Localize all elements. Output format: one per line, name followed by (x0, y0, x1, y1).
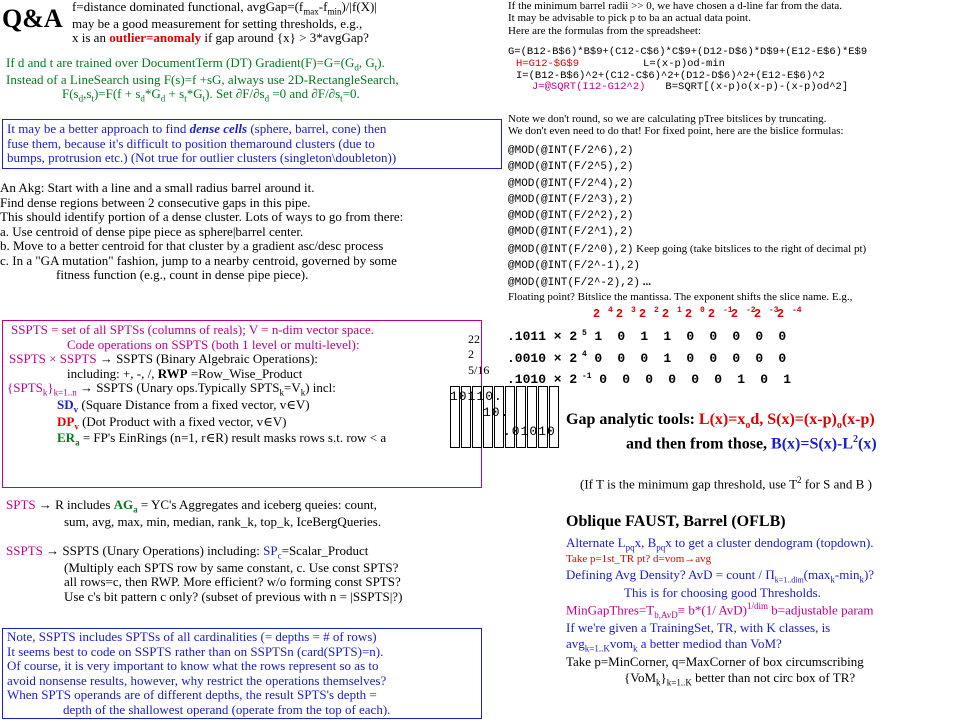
side-number-2: 2 (468, 347, 474, 361)
fp-row: .0010 × 2 $^4$ 0 0 0 1 0 0 0 0 0 (507, 350, 787, 366)
floating-point-note: Floating point? Bitslice the mantissa. The exponent shifts the slice name. E.g., (508, 291, 853, 303)
barrel-notes: If the minimum barrel radii >> 0, we have chosen a d-line far from the data. It may be advisable to pick p to ba an actual data point. Here are the formulas from the spreadsheet: (508, 0, 843, 37)
page-title: Q&A (2, 4, 63, 33)
strip-bits-row1: 10110. (450, 389, 503, 404)
side-number-22: 22 (468, 332, 480, 346)
gap-tools-heading: Gap analytic tools: $L(x)=x_od$, $S(x)=(x-p)_o(x-p)$ and then from those, $B(x)=S(x)-L^2(x)$ (566, 411, 877, 453)
oblique-title: Oblique FAUST, Barrel (OFLB) (566, 513, 786, 530)
aggregates-text: SPTS → R includes $AG_a = YC's$ Aggregates and iceberg queies: count, sum, avg, max, min, median, rank_k, top_k, IceBergQueries. (6, 497, 382, 529)
mod-formulas: @MOD(@INT(F/2^6),2) @MOD(@INT(F/2^5),2) @MOD(@INT(F/2^4),2) @MOD(@INT(F/2^3),2) @MOD(@INT(F/2^2),2) @MOD(@INT(F/2^1),2) @MOD(@INT(F/2^0),2) Keep going (take bitslices to the right of decimal pt) @MOD(@INT(F/2^-1),2) @MOD(@INT(F/2^-2),2) ... (508, 145, 867, 290)
side-number-5-16: 5/16 (468, 363, 490, 377)
outlier-term: outlier=anomaly (109, 30, 202, 46)
algorithm-steps: An Akg: Start with a line and a small radius barrel around it. Find dense regions between 2 consecutive gaps in this pipe. This should identify portion of a dense cluster. Lots of ways to go from there: a. Use centroid of dense pipe piece as sphere|barrel center. b. Move to a better centroid for that cluster by a gradient asc/desc process c. In a "GA mutation" fashion, jump to a nearby centroid, governed by some fitness function (e.g., count in dense pipe piece). (0, 180, 404, 283)
spreadsheet-formulas: G=(B12-B$6)*B$9+(C12-C$6)*C$9+(D12-D$6)*D$9+(E12-E$6)*E$9 H=G12-$G$9 L=(x-p)od-min I=(B12-B$6)^2+(C12-C$6)^2+(D12-D$6)^2+(E12-E$6)^2 J=@SQRT(I12-G12^2) B=SQRT[(x-p)o(x-p)-(x-p)od^2] (508, 46, 868, 94)
gradient-note: If d and t are trained over DocumentTerm (DT) $Gradient(F)=G=(G_d$, $G_t$). Instead of a LineSearch using F(s)=f +sG, always use 2D-RectangleSearch, $F(s_d,s_t)=F(f + s_d*G_d + s_t*G_t)$. Set $\partial F/\partial s_d =0$ and $\partial F/\partial s_t=0$. (6, 55, 399, 104)
note-box: Note, SSPTS includes SPTSs of all cardinalities (= depths = # of rows) It seems best to code on SSPTS rather than on SSPTSn (card(SPTS)=n). Of course, it is very important to know what the rows represent so as to avoid nonsense results, however, why restrict the operations themselves? When SPTS operands are of different depths, the result SPTS's depth = depth of the shallowest operand (operate from the top of each). (2, 628, 482, 719)
fp-row: .1010 × 2 $^{-1}$ 0 0 0 0 0 0 1 0 1 (507, 371, 792, 387)
power-header: 2 $^4$ 2 $^3$ 2 $^2$ 2 $^1$ 2 $^0$ 2 $^{-1}$2 $^{-2}$2 $^{-3}$2 $^{-4}$ (592, 306, 802, 321)
fp-table (507, 325, 799, 389)
round-note: Note we don't round, so we are calculating pTree bitslices by truncating. We don't even need to do that! For fixed point, here are the bislice formulas: (508, 113, 844, 138)
fp-row: .1011 × 2 $^5$ 1 0 1 1 0 0 0 0 0 (507, 329, 787, 345)
sspts-definitions: SSPTS = set of all SPTSs (columns of reals); V = n-dim vector space. Code operations on SSPTS (both 1 level or multi-level): SSPTS × SSPTS → SSPTS (Binary Algebraic Operations): including: +, -, /, RWP =Row_Wise_Product $\{SPTS_k\}_{k=1..n}$ → SSPTS (Unary ops.Typically $SPTS_k=V_k$) incl: $SD_v$ (Square Distance from a fixed vector, v∈V) $DP_v$ (Dot Product with a fixed vector, v∈V) $ER_a = FP's$ EinRings (n=1, r∈R) result masks rows s.t. row < a (2, 320, 482, 488)
strip-bits-row2: 10. (483, 405, 510, 420)
threshold-note: (If T is the minimum gap threshold, use $T^2$ for S and B ) (580, 475, 872, 492)
strip-bits-row3: .01010 (503, 424, 556, 439)
unary-operations-text: SSPTS → SSPTS (Unary Operations) including: $SP_c=Scalar\_Product$ (Multiply each SPTS row by same constant, c. Use const SPTS? all rows=c, then RWP. More efficient? w/o forming const SPTS? Use c's bit pattern c only? (subset of previous with n = |SSPTS|?) (6, 543, 403, 604)
oblique-details: Alternate $L_{pq}x$, $B_{pq}x$ to get a cluster dendogram (topdown). Take p=1st_TR pt? d=vom→avg Defining Avg Density? AvD = count / $\Pi_{k=1..dim}(\max_k-\min_k)$? This is for choosing good Thresholds. $MinGapThres=T_{b,AvD}\equiv b*(1/$ AvD)$^{1/dim}$ b=adjustable param If we're given a TrainingSet, TR, with K classes, is avg$_{k=1..K}$vom$_k$ a better mediod than VoM? Take p=MinCorner, q=MaxCorner of box circumscribing $\{VoM_k\}_{k=1..K}$ better than not circ box of TR? (566, 535, 875, 688)
intro-text: f=distance dominated functional, $avgGap=(f_{max}-f_{min})/|f(X)|$ may be a good measurement for setting thresholds, e.g., x is an outlier=anomaly if gap around {x} > 3*avgGap? (72, 0, 377, 46)
dense-cells-box: It may be a better approach to find dense cells (sphere, barrel, cone) then fuse them, because it's difficult to position themaround clusters (due to bumps, protrusion etc.) (Not true for outlier clusters (singleton\doubleton)) (2, 119, 502, 169)
